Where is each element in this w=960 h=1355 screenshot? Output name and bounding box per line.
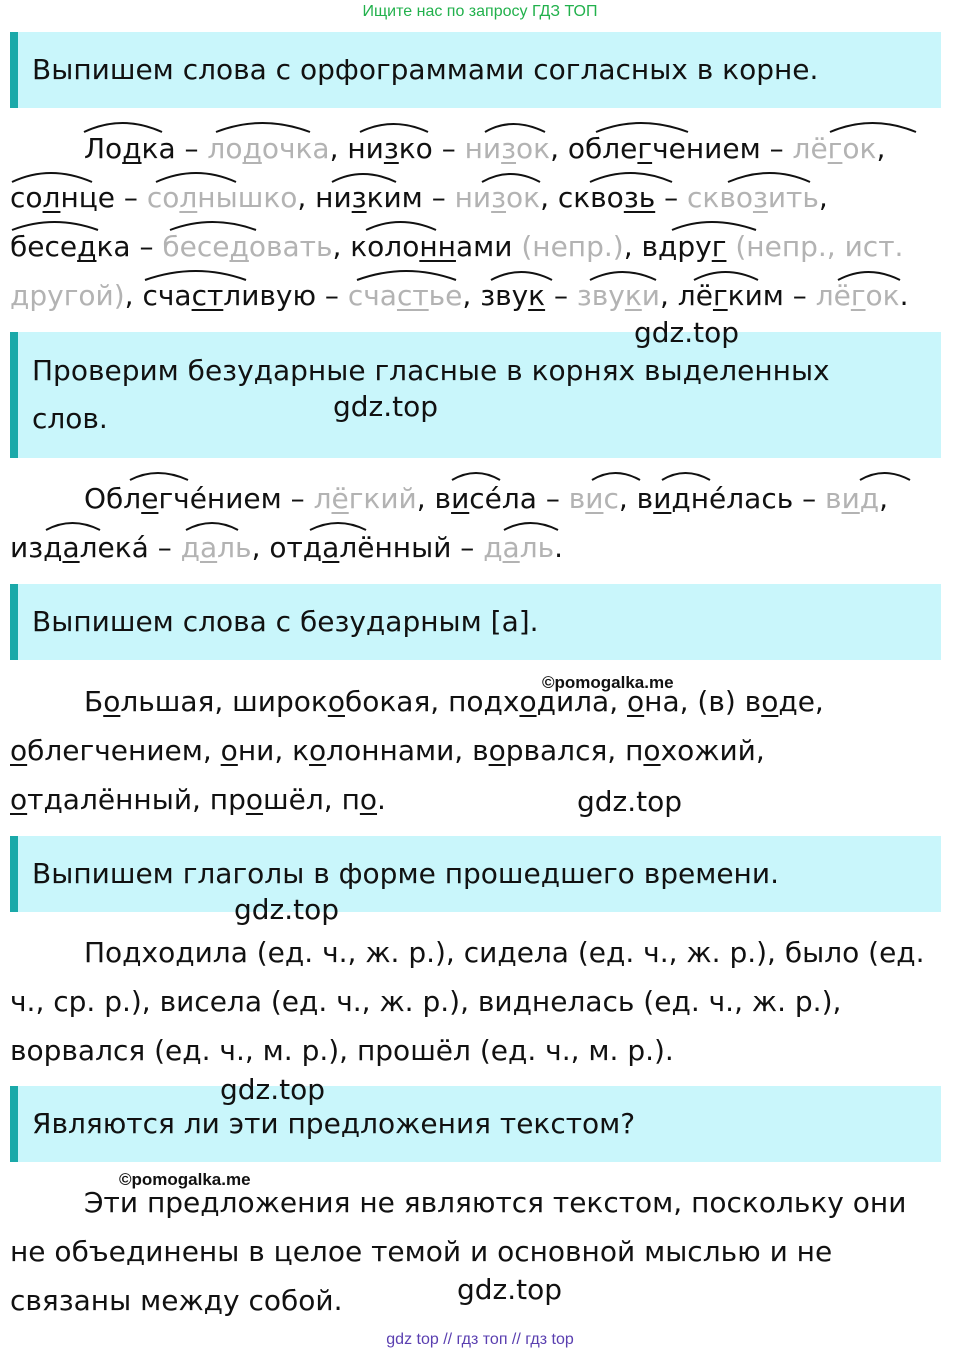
answer-text: Подходила (ед. ч., ж. р.), сидела (ед. ч., ж. р.), было (ед.	[84, 936, 925, 969]
answer-line: связаны между собой.	[10, 1284, 343, 1317]
section-2-title-line2: слов.	[32, 402, 108, 435]
answer-line: Облегче́нием – лёгкий, висе́ла – вис, видне́лась – вид,	[84, 482, 889, 515]
answer-line: другой), счастливую – счастье, звук – звуки, лёгким – лёгок.	[10, 279, 909, 312]
watermark-gdz: gdz.top	[220, 1073, 326, 1106]
section-5-title: Являются ли эти предложения текстом?	[32, 1107, 636, 1140]
answer-line: ворвался (ед. ч., м. р.), прошёл (ед. ч., м. р.).	[10, 1034, 674, 1067]
section-2-title-line1: Проверим безударные гласные в корнях выделенных	[32, 354, 830, 387]
watermark-pomogalka: ©pomogalka.me	[542, 673, 674, 692]
section-4-title: Выпишем глаголы в форме прошедшего времени.	[32, 857, 779, 890]
answer-line: издалека́ – даль, отдалённый – даль.	[10, 531, 564, 564]
answer-line	[10, 928, 945, 977]
top-search-link[interactable]: Ищите нас по запросу ГДЗ ТОП	[362, 3, 598, 20]
section-1-title: Выпишем слова с орфограммами согласных в корне.	[32, 53, 819, 86]
section-4-answer	[10, 928, 945, 1075]
answer-text: Эти предложения не являются текстом, поскольку они	[84, 1186, 907, 1219]
answer-line: Большая, широкобокая, подходила, она, (в) воде,	[84, 685, 824, 718]
watermark-pomogalka: ©pomogalka.me	[119, 1170, 251, 1189]
section-2-banner	[10, 332, 941, 458]
answer-line: Лодка – лодочка, низко – низок, облегчением – лёгок,	[84, 132, 886, 165]
section-2-answer	[10, 474, 945, 572]
section-3-banner	[10, 584, 941, 660]
section-3-title: Выпишем слова с безударным [а].	[32, 605, 539, 638]
section-1-banner	[10, 32, 941, 108]
answer-line: облегчением, они, колоннами, ворвался, похожий,	[10, 734, 765, 767]
answer-line: не объединены в целое темой и основной мыслью и не	[10, 1235, 833, 1268]
section-1-answer	[10, 124, 945, 320]
answer-line: отдалённый, прошёл, по.	[10, 783, 386, 816]
section-4-banner	[10, 836, 941, 912]
section-3-answer	[10, 677, 945, 824]
watermark-gdz: gdz.top	[457, 1273, 563, 1306]
section-5-banner	[10, 1086, 941, 1162]
answer-line: беседка – беседовать, колоннами (непр.), вдруг (непр., ист.	[10, 230, 904, 263]
watermark-gdz: gdz.top	[577, 785, 683, 818]
answer-line: ч., ср. р.), висела (ед. ч., ж. р.), виднелась (ед. ч., ж. р.),	[10, 985, 842, 1018]
footer-links[interactable]: gdz top // гдз топ // гдз top	[386, 1331, 574, 1348]
watermark-gdz: gdz.top	[234, 893, 340, 926]
watermark-gdz: gdz.top	[634, 316, 740, 349]
watermark-gdz: gdz.top	[333, 390, 439, 423]
answer-line: солнце – солнышко, низким – низок, сквозь – сквозить,	[10, 181, 828, 214]
